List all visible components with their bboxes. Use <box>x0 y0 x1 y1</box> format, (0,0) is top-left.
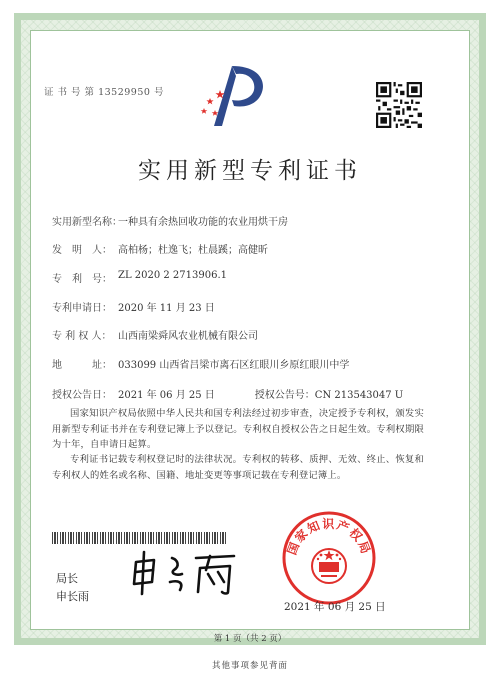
qr-code-icon <box>376 82 422 128</box>
field-label-patent-number: 专 利 号： <box>52 274 112 285</box>
field-value-grant-date: 2021 年 06 月 25 日 授权公告号：CN 213543047 U <box>118 390 404 401</box>
seal-text: 国家知识产权局 <box>284 516 374 557</box>
signatory-title: 局长 <box>56 572 78 585</box>
field-label-address: 地 址： <box>52 360 112 371</box>
field-label-filing-date: 专利申请日： <box>52 303 112 314</box>
field-value-inventor: 高柏杨；杜逸飞；杜晨蹊；高健昕 <box>118 245 268 256</box>
certificate-number: 证 书 号 第 13529950 号 <box>44 87 164 98</box>
document-title: 实用新型专利证书 <box>138 158 362 184</box>
seal-date: 2021 年 06 月 25 日 <box>284 601 386 613</box>
field-value-utility-name: 一种具有余热回收功能的农业用烘干房 <box>118 217 288 228</box>
field-value-patent-number: ZL 2020 2 2713906.1 <box>118 270 228 281</box>
field-label-inventor: 发 明 人： <box>52 245 112 256</box>
page-number: 第 1 页（共 2 页） <box>213 634 287 644</box>
legal-paragraph-2: 专利证书记载专利权登记时的法律状况。专利权的转移、质押、无效、终止、恢复和专利权人的姓名或名称、国籍、地址变更等事项记载在专利登记簿上。 <box>52 454 424 481</box>
official-seal <box>281 510 377 606</box>
footer-note: 其他事项参见背面 <box>211 661 288 671</box>
field-value-address: 033099 山西省吕梁市离石区红眼川乡原红眼川中学 <box>118 360 350 371</box>
barcode <box>52 532 228 544</box>
field-value-patentee: 山西南梁舜风农业机械有限公司 <box>118 331 258 342</box>
signatory-name: 申长雨 <box>56 590 89 603</box>
field-label-grant-date: 授权公告日： <box>52 390 112 401</box>
field-label-patentee: 专 利 权 人： <box>52 331 112 342</box>
field-value-filing-date: 2020 年 11 月 23 日 <box>118 303 215 314</box>
cnipa-logo-icon <box>196 62 272 136</box>
legal-paragraph-1: 国家知识产权局依照中华人民共和国专利法经过初步审查，决定授予专利权，颁发实用新型专利证书并在专利登记簿上予以登记。专利权自授权公告之日起生效。专利权期限为十年，自申请日起算。 <box>52 408 424 450</box>
signature-icon <box>126 548 246 598</box>
field-label-utility-name: 实用新型名称： <box>52 217 122 228</box>
national-emblem-icon <box>312 549 346 583</box>
